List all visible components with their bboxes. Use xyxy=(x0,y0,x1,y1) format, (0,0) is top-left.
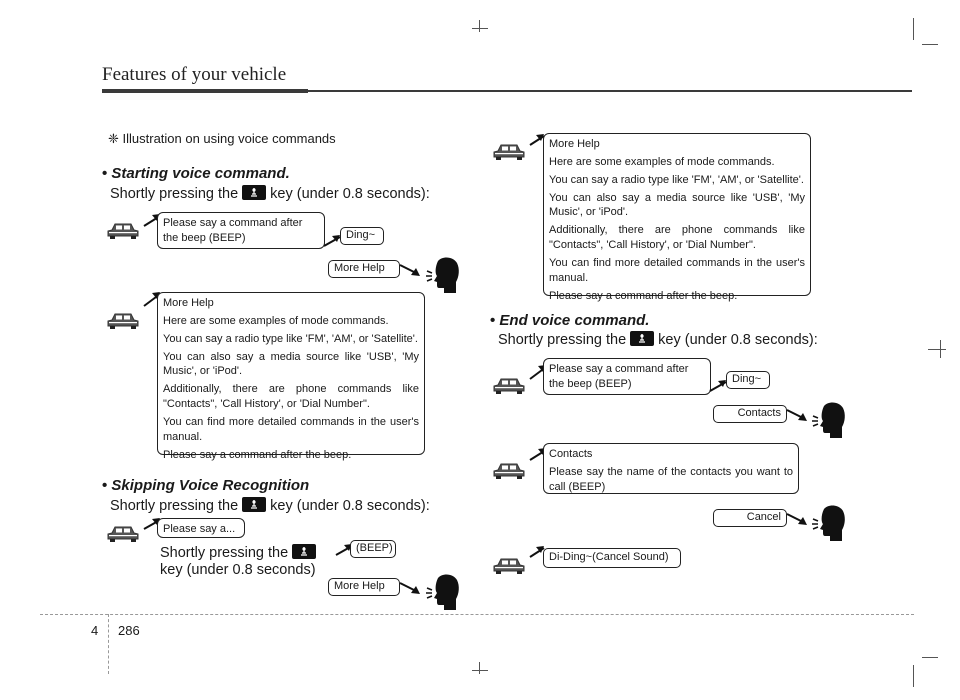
voice-key-icon xyxy=(242,185,266,200)
user-say-more-help: More Help xyxy=(328,260,400,278)
section-title-text: End voice command. xyxy=(499,312,650,329)
help-para: Please say a command after the beep. xyxy=(163,448,352,461)
page-header-title: Features of your vehicle xyxy=(102,64,287,85)
speech-arrow xyxy=(785,511,809,527)
ding-sound-label: Ding~ xyxy=(340,227,384,245)
instruction-text: Shortly pressing the xyxy=(498,332,627,348)
car-icon xyxy=(492,462,526,480)
crop-mark xyxy=(913,18,914,40)
instruction-text: key (under 0.8 seconds): xyxy=(270,186,430,202)
footer-rule xyxy=(40,614,914,615)
user-say-more-help: More Help xyxy=(328,578,400,596)
voice-key-icon xyxy=(292,544,316,559)
help-para: More Help xyxy=(163,297,214,309)
more-help-box xyxy=(157,292,425,461)
section-title-end xyxy=(490,312,649,329)
help-para: Here are some examples of mode commands. xyxy=(549,155,775,168)
ding-sound-label: Ding~ xyxy=(726,371,770,389)
instruction-text: Shortly pressing the xyxy=(110,498,239,514)
crop-mark xyxy=(472,28,488,29)
page-number: 286 xyxy=(118,623,140,638)
section-title-text: Starting voice command. xyxy=(111,165,290,182)
section-title-skip xyxy=(102,477,309,494)
crop-mark xyxy=(479,20,480,32)
chapter-number: 4 xyxy=(91,623,99,638)
prompt-text: Please say a... xyxy=(163,523,236,535)
user-say-contacts: Contacts xyxy=(713,405,787,423)
speech-arrow xyxy=(785,407,809,423)
help-para: You can find more detailed commands in the user's manual. xyxy=(549,256,805,284)
prompt-text: Please say a command after the beep (BEEP) xyxy=(549,363,689,390)
car-icon xyxy=(106,525,140,543)
instruction-text: key (under 0.8 seconds): xyxy=(270,498,430,514)
header-rule-thin xyxy=(308,90,912,92)
instruction-start xyxy=(110,185,430,202)
instruction-text: Shortly pressing the xyxy=(110,186,239,202)
prompt-text: Please say a command after the beep (BEEP) xyxy=(163,217,303,244)
bullet: • xyxy=(102,477,112,494)
speech-arrow xyxy=(322,234,342,248)
skip-press-note xyxy=(160,544,320,578)
instruction-text: Shortly pressing the xyxy=(160,545,289,561)
instruction-end xyxy=(498,331,818,348)
help-para: You can find more detailed commands in the user's manual. xyxy=(163,415,419,443)
help-para: You can also say a media source like 'USB', 'My Music', or 'iPod'. xyxy=(549,191,805,219)
instruction-text: key (under 0.8 seconds): xyxy=(658,332,818,348)
speaking-head-icon xyxy=(426,572,462,614)
crop-mark xyxy=(928,349,946,350)
voice-key-icon xyxy=(242,497,266,512)
header-rule-thick xyxy=(102,89,308,93)
help-para: You can say a radio type like 'FM', 'AM', or 'Satellite'. xyxy=(163,332,418,345)
car-icon xyxy=(106,312,140,330)
section-title-text: Skipping Voice Recognition xyxy=(111,477,310,494)
help-para: Additionally, there are phone commands like "Contacts", 'Call History', or 'Dial Number". xyxy=(549,224,805,252)
prompt-text: Please say the name of the contacts you want to call (BEEP) xyxy=(549,465,793,493)
car-icon xyxy=(492,143,526,161)
bullet: • xyxy=(490,312,500,329)
crop-mark xyxy=(913,665,914,687)
illustration-note: ❈ Illustration on using voice commands xyxy=(108,131,336,146)
cancel-sound-label: Di-Ding~(Cancel Sound) xyxy=(543,548,681,568)
help-para: Please say a command after the beep. xyxy=(549,289,738,302)
car-icon xyxy=(492,557,526,575)
instruction-text: key (under 0.8 seconds) xyxy=(160,561,316,578)
user-say-cancel: Cancel xyxy=(713,509,787,527)
help-para: Additionally, there are phone commands like "Contacts", 'Call History', or 'Dial Number". xyxy=(163,383,419,411)
help-para: More Help xyxy=(549,138,600,150)
voice-key-icon xyxy=(630,331,654,346)
crop-mark xyxy=(472,670,488,671)
bullet: • xyxy=(102,165,112,182)
speech-arrow xyxy=(398,262,422,278)
speaking-head-icon xyxy=(812,503,848,545)
car-prompt-box xyxy=(543,358,711,395)
help-para: You can say a radio type like 'FM', 'AM', or 'Satellite'. xyxy=(549,173,804,186)
crop-mark xyxy=(922,44,938,45)
help-para: You can also say a media source like 'USB', 'My Music', or 'iPod'. xyxy=(163,350,419,378)
crop-mark xyxy=(479,662,480,674)
speech-arrow xyxy=(398,580,422,596)
footer-vertical-rule xyxy=(108,614,109,674)
beep-sound-label: (BEEP) xyxy=(350,540,396,558)
car-prompt-box xyxy=(157,212,325,249)
speaking-head-icon xyxy=(812,400,848,442)
speech-arrow xyxy=(708,379,728,393)
crop-mark xyxy=(922,657,938,658)
contacts-prompt-box xyxy=(543,443,799,494)
prompt-text: Contacts xyxy=(549,448,593,460)
instruction-skip xyxy=(110,497,430,514)
car-icon xyxy=(106,222,140,240)
speaking-head-icon xyxy=(426,255,462,297)
section-title-start xyxy=(102,165,290,182)
help-para: Here are some examples of mode commands. xyxy=(163,314,389,327)
car-prompt-short xyxy=(157,518,245,538)
car-icon xyxy=(492,377,526,395)
more-help-box xyxy=(543,133,811,302)
